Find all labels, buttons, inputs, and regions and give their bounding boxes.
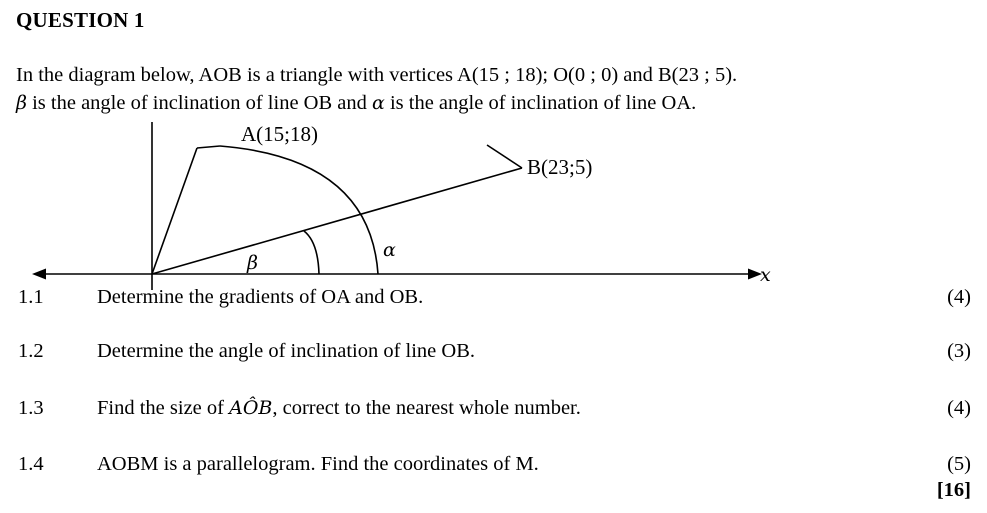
angle-aob-symbol: AÔB	[229, 397, 273, 419]
point-b-label: B(23;5)	[527, 155, 593, 179]
question-1-4-text: AOBM is a parallelogram. Find the coordinates of M.	[97, 453, 539, 475]
question-1-1-text: Determine the gradients of OA and OB.	[97, 286, 424, 308]
question-1-1-marks: (4)	[947, 286, 971, 308]
question-heading: QUESTION 1	[16, 8, 145, 32]
intro-line-2-end: is the angle of inclination of line OA.	[384, 92, 697, 114]
point-a-label: A(15;18)	[241, 122, 318, 146]
question-1-2-marks: (3)	[947, 340, 971, 362]
total-marks: [16]	[936, 479, 971, 501]
alpha-label: α	[383, 239, 396, 261]
intro-line-2-middle: is the angle of inclination of line OB and	[26, 92, 372, 114]
question-1-4-marks: (5)	[947, 453, 971, 475]
alpha-arc	[220, 146, 378, 274]
question-1-3-text-before: Find the size of	[97, 397, 230, 419]
intro-line-1: In the diagram below, AOB is a triangle with vertices A(15 ; 18); O(0 ; 0) and B(23 ; 5).	[16, 64, 738, 86]
question-1-1-number: 1.1	[18, 286, 44, 308]
question-1-3-marks: (4)	[947, 397, 971, 419]
line-ab	[487, 145, 522, 168]
question-1-2-text: Determine the angle of inclination of line OB.	[97, 340, 475, 362]
beta-symbol: β	[16, 92, 27, 114]
question-1-2-number: 1.2	[18, 340, 44, 362]
point-a-marker	[197, 146, 220, 148]
alpha-symbol: α	[372, 92, 385, 114]
question-1-3-text-after: , correct to the nearest whole number.	[272, 397, 581, 419]
x-axis-label: x	[760, 264, 771, 286]
x-axis-left-arrow	[32, 269, 46, 280]
line-ob	[152, 168, 522, 274]
question-1-3-number: 1.3	[18, 397, 44, 419]
beta-arc	[304, 231, 319, 274]
question-1-3-text	[97, 397, 581, 420]
beta-label: β	[247, 252, 258, 274]
line-oa	[152, 148, 197, 274]
question-1-4-number: 1.4	[18, 453, 44, 475]
